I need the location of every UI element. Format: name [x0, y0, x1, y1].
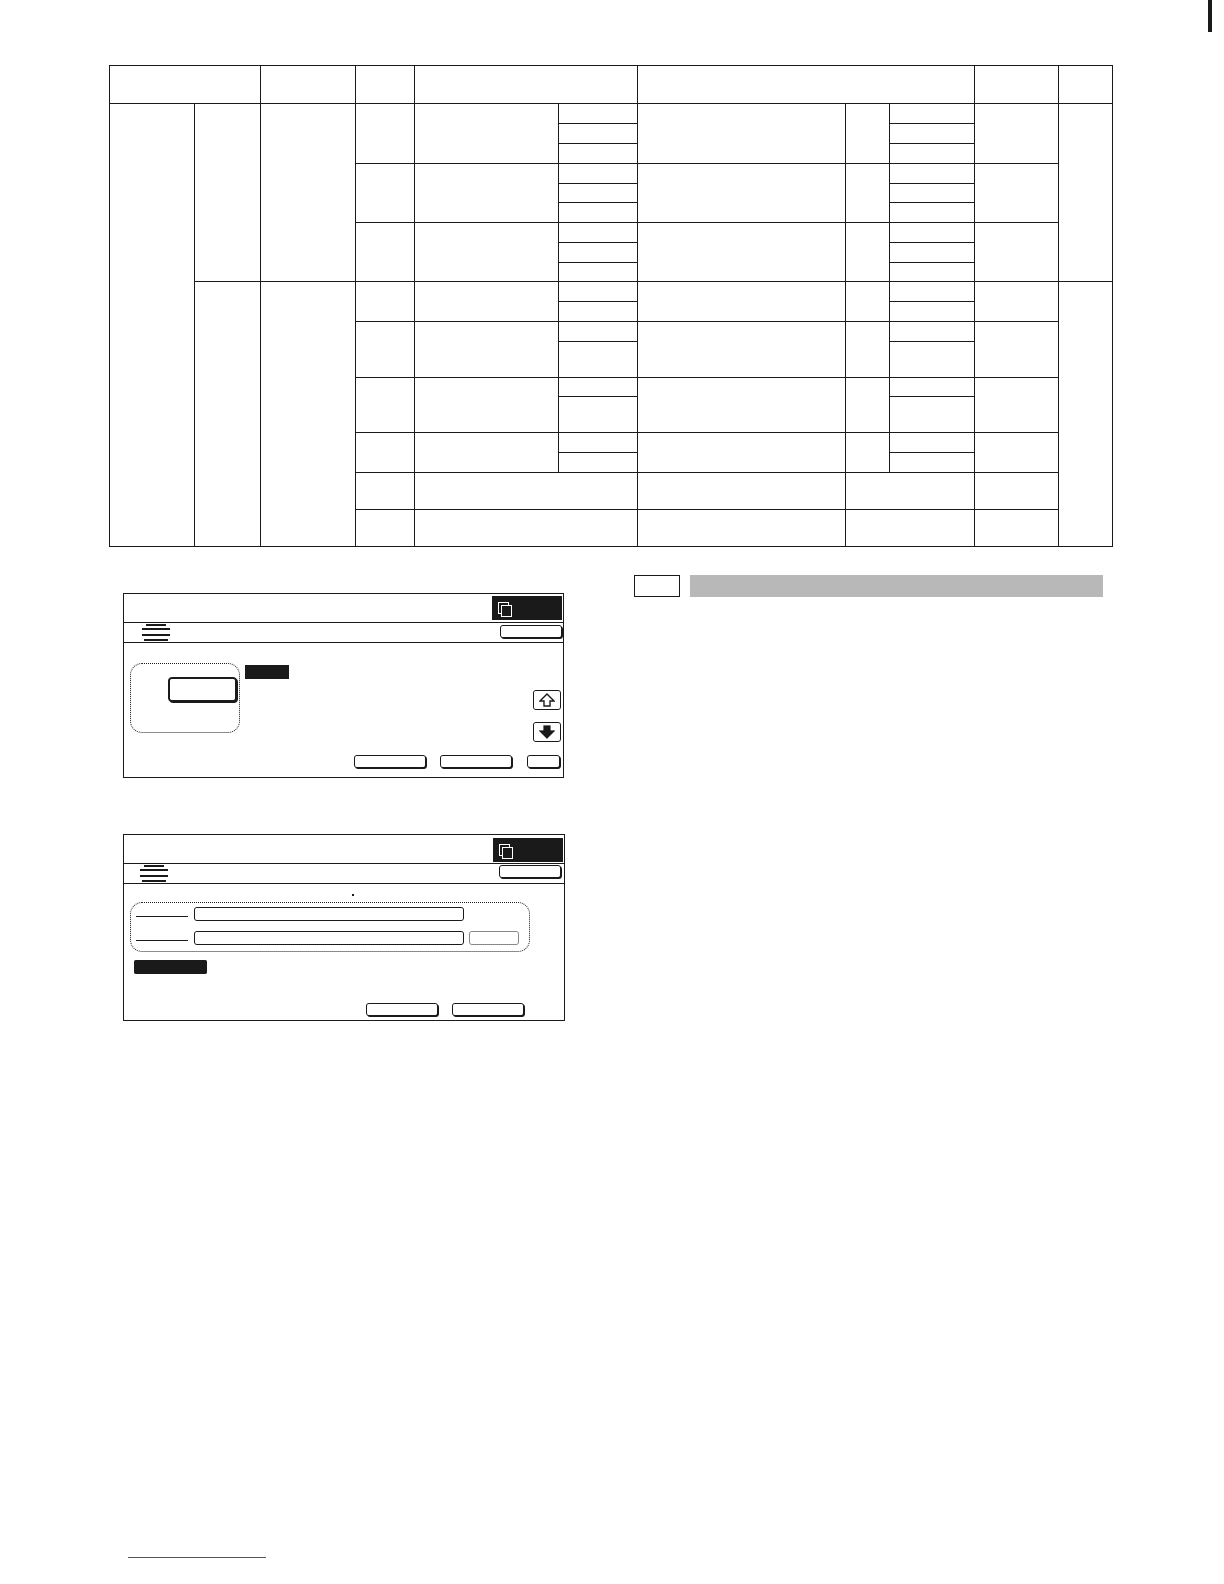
- tray-icon: [138, 863, 170, 881]
- info-label: [245, 665, 289, 679]
- copy-mode-badge[interactable]: [492, 596, 562, 620]
- title-bar: [124, 594, 563, 623]
- table-rule: [637, 65, 638, 103]
- table-rule: [889, 143, 974, 144]
- table-rule: [355, 377, 1058, 378]
- table-rule: [414, 65, 415, 103]
- text-field-1[interactable]: [194, 907, 464, 921]
- table-rule: [1058, 65, 1059, 103]
- page-edge-mark: [1208, 0, 1212, 32]
- table-rule: [845, 103, 846, 472]
- table-rule: [558, 183, 637, 184]
- copy-icon-front: [502, 847, 513, 859]
- table-rule: [889, 183, 974, 184]
- table-rule: [355, 321, 1058, 322]
- dot-mark: [352, 894, 354, 896]
- table-rule: [194, 281, 1113, 282]
- table-rule: [558, 341, 637, 342]
- sub-bar-button[interactable]: [499, 865, 561, 878]
- table-rule: [889, 396, 974, 397]
- table-rule: [889, 202, 974, 203]
- table-rule: [355, 432, 1058, 433]
- table-rule: [1058, 103, 1059, 547]
- section-number-box: [634, 575, 680, 597]
- table-rule: [889, 262, 974, 263]
- copy-icon-front: [501, 605, 512, 617]
- table-rule: [260, 103, 261, 547]
- table-rule: [889, 123, 974, 124]
- scroll-up-button[interactable]: [533, 690, 561, 710]
- table-rule: [889, 301, 974, 302]
- table-rule: [355, 222, 1058, 223]
- field-group: [130, 902, 530, 952]
- table-rule: [889, 242, 974, 243]
- ok-button[interactable]: [527, 755, 560, 768]
- table-rule: [355, 163, 1058, 164]
- screen-panel-2: [123, 834, 565, 1021]
- table-rule: [637, 103, 638, 547]
- sub-bar-button[interactable]: [500, 625, 562, 638]
- table-rule: [558, 301, 637, 302]
- field-label-rule-1: [136, 916, 188, 917]
- table-rule: [355, 65, 356, 103]
- copy-mode-badge[interactable]: [493, 838, 563, 862]
- table-rule: [889, 341, 974, 342]
- screen-panel-1: [123, 593, 564, 778]
- arrow-down-icon: [539, 725, 555, 739]
- table-rule: [558, 242, 637, 243]
- table-rule: [194, 103, 195, 547]
- status-label: [134, 960, 207, 974]
- action-button-1[interactable]: [366, 1003, 438, 1016]
- side-button[interactable]: [469, 931, 519, 945]
- table-rule: [355, 472, 1058, 473]
- tray-icon: [140, 622, 172, 640]
- table-rule: [558, 143, 637, 144]
- title-bar: [124, 835, 564, 864]
- table-rule: [558, 123, 637, 124]
- table-rule: [1058, 281, 1113, 282]
- table-rule: [558, 202, 637, 203]
- section-heading-bar: [690, 575, 1103, 597]
- table-rule: [889, 103, 890, 472]
- sub-bar: [124, 622, 563, 643]
- table-rule: [889, 452, 974, 453]
- action-button-2[interactable]: [440, 755, 512, 768]
- table-rule: [974, 65, 975, 103]
- footnote-rule: [128, 1557, 266, 1558]
- table-rule: [558, 396, 637, 397]
- action-button-1[interactable]: [354, 755, 426, 768]
- table-rule: [558, 262, 637, 263]
- selection-group: [130, 663, 240, 733]
- action-button-2[interactable]: [452, 1003, 524, 1016]
- table-rule: [414, 103, 415, 547]
- table-rule: [355, 103, 356, 547]
- scroll-down-button[interactable]: [533, 722, 561, 742]
- table-rule: [260, 65, 261, 103]
- table-rule: [558, 103, 559, 472]
- table-rule: [558, 452, 637, 453]
- arrow-up-icon: [539, 693, 555, 707]
- table-rule: [974, 103, 975, 547]
- sub-bar: [124, 863, 564, 884]
- field-label-rule-2: [136, 940, 188, 941]
- selected-item-button[interactable]: [168, 677, 237, 702]
- text-field-2[interactable]: [194, 931, 464, 945]
- table-rule: [355, 509, 1058, 510]
